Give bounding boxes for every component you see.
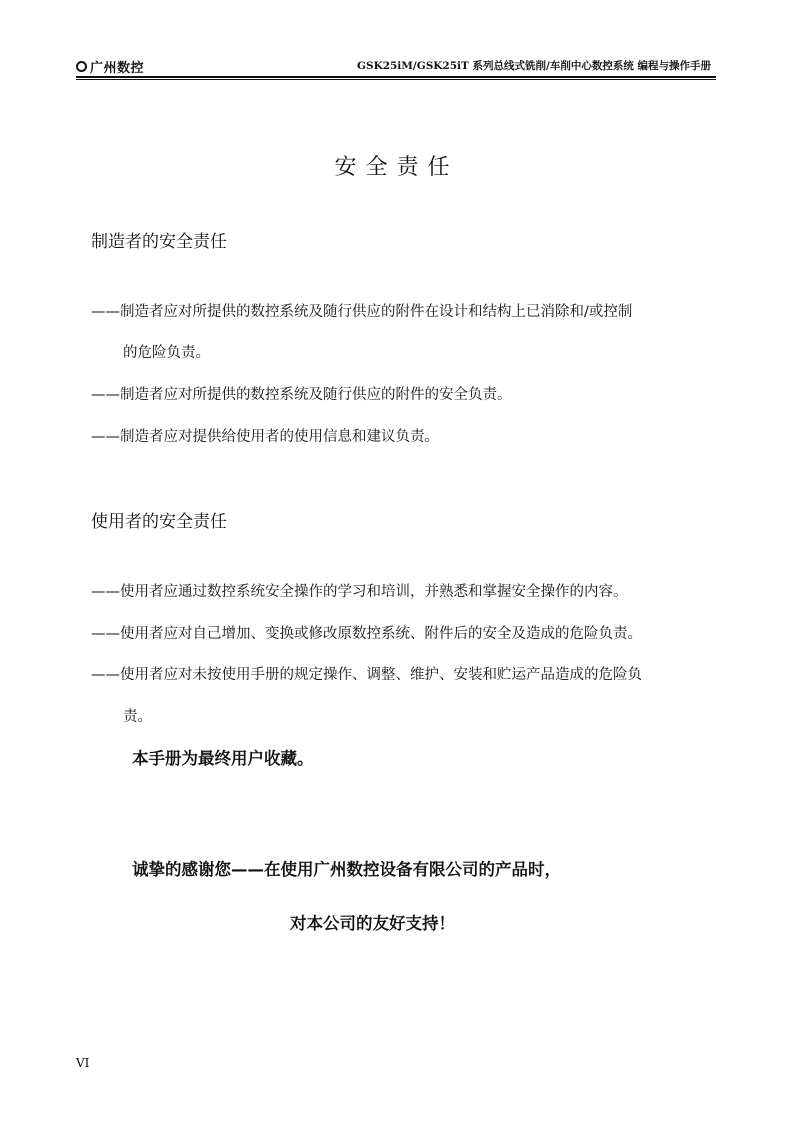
manufacturer-heading: 制造者的安全责任 bbox=[91, 232, 227, 252]
thanks-line-2: 对本公司的友好支持！ bbox=[290, 914, 455, 933]
gsk-logo-icon bbox=[76, 61, 87, 72]
manufacturer-item-1: ——制造者应对所提供的数控系统及随行供应的附件在设计和结构上已消除和/或控制 bbox=[91, 304, 633, 320]
user-item-3: ——使用者应对未按使用手册的规定操作、调整、维护、安装和贮运产品造成的危险负 bbox=[91, 667, 642, 683]
user-item-1: ——使用者应通过数控系统安全操作的学习和培训，并熟悉和掌握安全操作的内容。 bbox=[91, 584, 628, 600]
manufacturer-item-1-cont: 的危险负责。 bbox=[123, 345, 210, 361]
keep-manual-note: 本手册为最终用户收藏。 bbox=[132, 749, 314, 768]
logo-text: 广州数控 bbox=[90, 61, 145, 76]
header-rule bbox=[76, 76, 716, 78]
manufacturer-item-2: ——制造者应对所提供的数控系统及随行供应的附件的安全负责。 bbox=[91, 387, 512, 403]
header-rule-thin bbox=[76, 79, 716, 80]
thanks-line-1: 诚挚的感谢您——在使用广州数控设备有限公司的产品时， bbox=[132, 860, 561, 879]
page-title: 安全责任 bbox=[334, 155, 459, 180]
page-number: VI bbox=[76, 1056, 90, 1070]
header-title: GSK25iM/GSK25iT 系列总线式铣削/车削中心数控系统 编程与操作手册 bbox=[357, 60, 711, 72]
user-heading: 使用者的安全责任 bbox=[91, 512, 227, 532]
user-item-3-cont: 责。 bbox=[123, 709, 152, 725]
user-item-2: ——使用者应对自己增加、变换或修改原数控系统、附件后的安全及造成的危险负责。 bbox=[91, 626, 642, 642]
manufacturer-item-3: ——制造者应对提供给使用者的使用信息和建议负责。 bbox=[91, 429, 439, 445]
company-logo bbox=[76, 57, 144, 76]
